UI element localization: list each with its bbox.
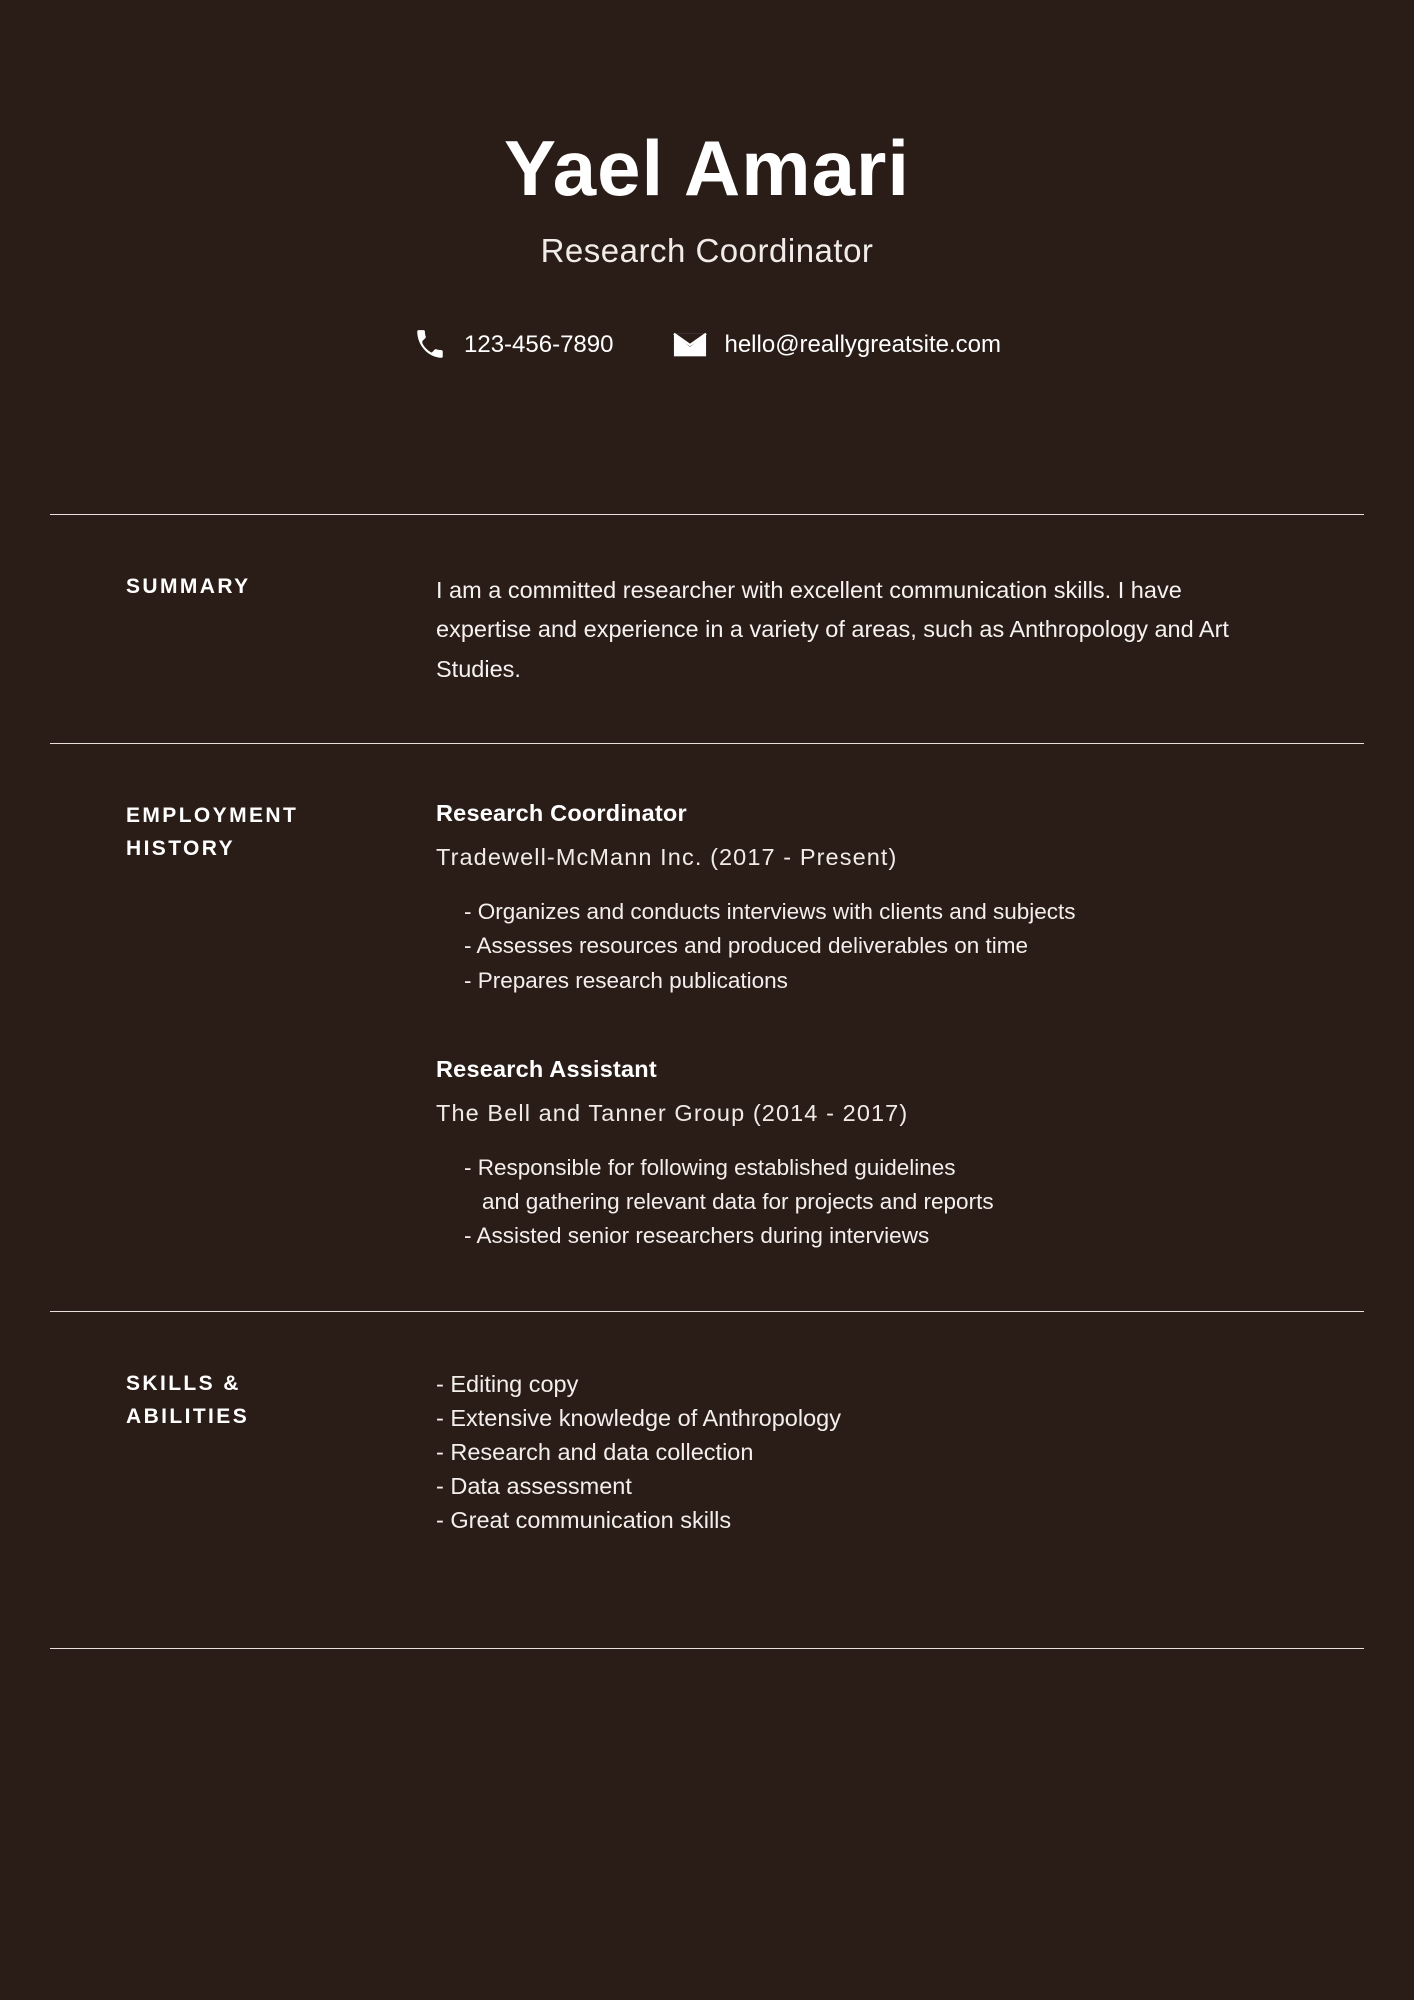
job-bullet-list — [436, 895, 1364, 998]
skills-list — [430, 1368, 1364, 1537]
job-company: The Bell and Tanner Group (2014 - 2017) — [436, 1099, 909, 1126]
skills-abilities-label — [50, 1368, 430, 1537]
employment-history-label — [50, 800, 430, 1253]
divider-skills — [50, 1648, 1364, 1649]
employment-history-label-line2: HISTORY — [126, 836, 235, 860]
job-role-subtitle: Research Coordinator — [540, 231, 874, 269]
phone-icon — [413, 328, 447, 362]
summary-body — [430, 571, 1364, 689]
divider-bottom-wrap — [0, 1648, 1414, 1649]
job-title: Research Coordinator — [436, 800, 687, 827]
job-bullet-list — [436, 1151, 1364, 1254]
page-title: Yael Amari — [503, 124, 911, 212]
skills-abilities-label-line1: SKILLS & — [126, 1372, 241, 1396]
skill-item: - Data assessment — [436, 1472, 632, 1499]
job-entry — [436, 800, 1364, 998]
resume-header — [0, 0, 1414, 362]
job-company: Tradewell-McMann Inc. (2017 - Present) — [436, 844, 898, 871]
summary-section — [0, 515, 1414, 743]
contact-email[interactable] — [673, 328, 1000, 362]
contact-phone-text: 123-456-7890 — [464, 330, 614, 358]
skills-abilities-section — [0, 1312, 1414, 1607]
job-bullet-continuation: and gathering relevant data for projects and reports — [482, 1189, 994, 1215]
job-bullet: - Organizes and conducts interviews with clients and subjects — [464, 899, 1076, 925]
email-icon — [673, 328, 707, 362]
job-title: Research Assistant — [436, 1055, 657, 1082]
summary-text: I am a committed researcher with excellent communication skills. I have expertise and experience in a variety of areas, such as Anthropology and Art Studies. — [436, 576, 1229, 682]
job-bullet: - Responsible for following established guidelines — [464, 1154, 956, 1180]
job-bullet: - Prepares research publications — [464, 967, 788, 993]
job-bullet: - Assisted senior researchers during interviews — [464, 1223, 930, 1249]
employment-history-label-line1: EMPLOYMENT — [126, 804, 299, 828]
summary-label: SUMMARY — [126, 574, 251, 598]
contact-phone[interactable] — [413, 328, 613, 362]
contact-row — [0, 328, 1414, 362]
skill-item: - Research and data collection — [436, 1439, 754, 1466]
employment-history-body — [430, 800, 1364, 1253]
skill-item: - Extensive knowledge of Anthropology — [436, 1405, 841, 1432]
job-entry — [436, 1056, 1364, 1254]
contact-email-text: hello@reallygreatsite.com — [724, 330, 1001, 358]
skill-item: - Great communication skills — [436, 1506, 732, 1533]
skills-abilities-label-line2: ABILITIES — [126, 1404, 250, 1428]
employment-history-section — [0, 744, 1414, 1311]
job-bullet: - Assesses resources and produced deliverables on time — [464, 933, 1029, 959]
skill-item: - Editing copy — [436, 1371, 579, 1398]
